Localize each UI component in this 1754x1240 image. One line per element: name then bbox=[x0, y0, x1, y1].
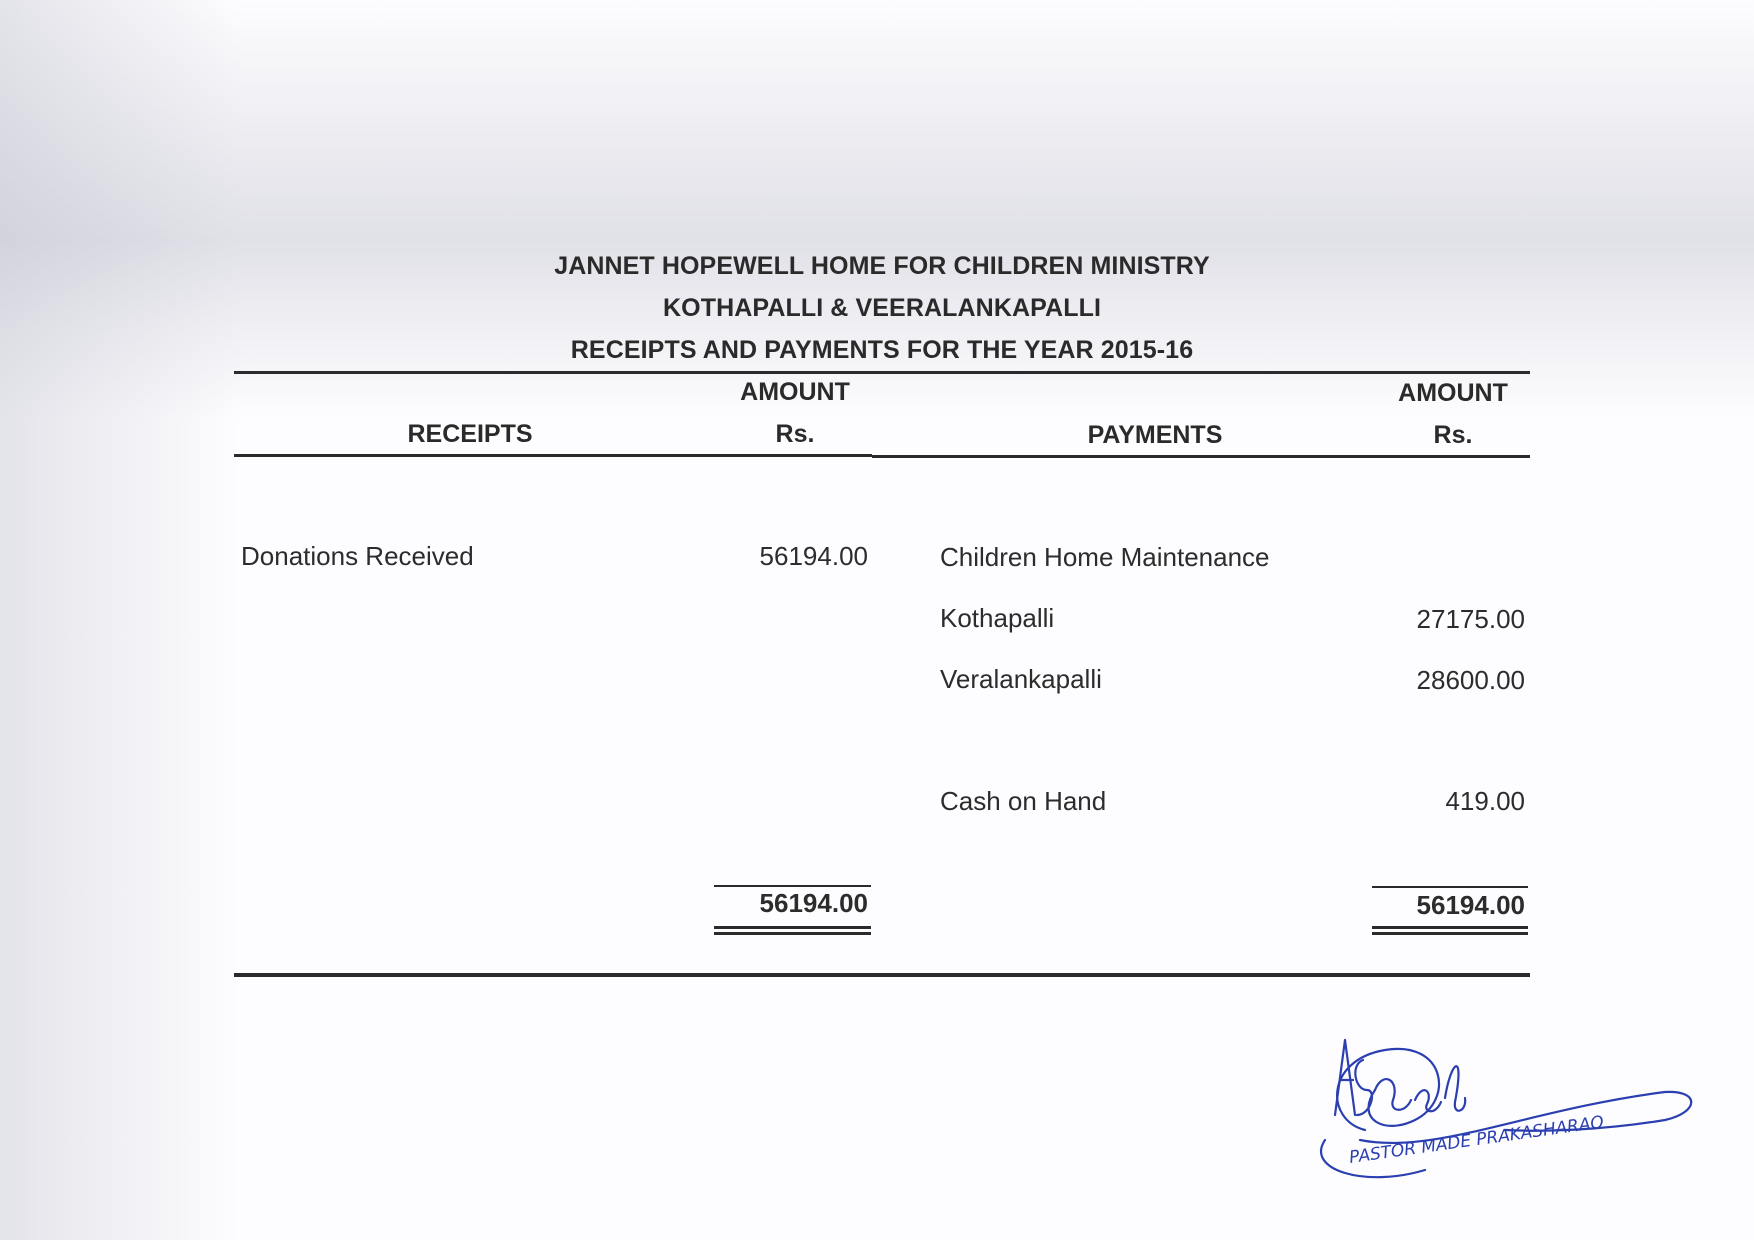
payment-item-label: Children Home Maintenance bbox=[940, 542, 1270, 572]
statement-title: RECEIPTS AND PAYMENTS FOR THE YEAR 2015-16 bbox=[570, 336, 1194, 364]
org-title: JANNET HOPEWELL HOME FOR CHILDREN MINISTRY bbox=[554, 252, 1210, 280]
payment-item-label: Veralankapalli bbox=[940, 664, 1102, 694]
header-bottom-rule-right bbox=[872, 455, 1530, 458]
payment-item-amount: 28600.00 bbox=[1416, 665, 1525, 695]
payments-total-double-rule-2 bbox=[1372, 932, 1528, 935]
payments-total-amount: 56194.00 bbox=[1416, 890, 1525, 920]
receipt-item-label: Donations Received bbox=[241, 541, 474, 571]
receipts-total-top-rule bbox=[714, 885, 871, 887]
bottom-rule bbox=[234, 973, 1530, 977]
payments-total-top-rule bbox=[1372, 886, 1528, 888]
receipts-total-double-rule-1 bbox=[714, 926, 871, 929]
payments-amount-header: AMOUNT bbox=[1398, 379, 1508, 407]
payment-item-amount: 419.00 bbox=[1445, 786, 1525, 816]
header-bottom-rule-left bbox=[234, 454, 872, 457]
org-location: KOTHAPALLI & VEERALANKAPALLI bbox=[663, 294, 1101, 322]
receipts-amount-unit: Rs. bbox=[775, 420, 815, 448]
receipts-amount-header: AMOUNT bbox=[740, 378, 850, 406]
receipts-total-double-rule-2 bbox=[714, 932, 871, 935]
receipt-item-amount: 56194.00 bbox=[759, 541, 868, 571]
receipts-total-amount: 56194.00 bbox=[759, 888, 868, 918]
receipts-column-header: RECEIPTS bbox=[407, 420, 533, 448]
payments-column-header: PAYMENTS bbox=[1087, 421, 1223, 449]
svg-text:PASTOR MADE PRAKASHARAO: PASTOR MADE PRAKASHARAO bbox=[1347, 1112, 1606, 1168]
payment-item-amount: 27175.00 bbox=[1416, 604, 1525, 634]
payments-total-double-rule-1 bbox=[1372, 926, 1528, 929]
signature-image bbox=[1305, 1020, 1695, 1190]
payments-amount-unit: Rs. bbox=[1433, 421, 1473, 449]
payment-item-label: Kothapalli bbox=[940, 603, 1055, 633]
payment-item-label: Cash on Hand bbox=[940, 786, 1107, 816]
header-top-rule bbox=[234, 371, 1530, 374]
